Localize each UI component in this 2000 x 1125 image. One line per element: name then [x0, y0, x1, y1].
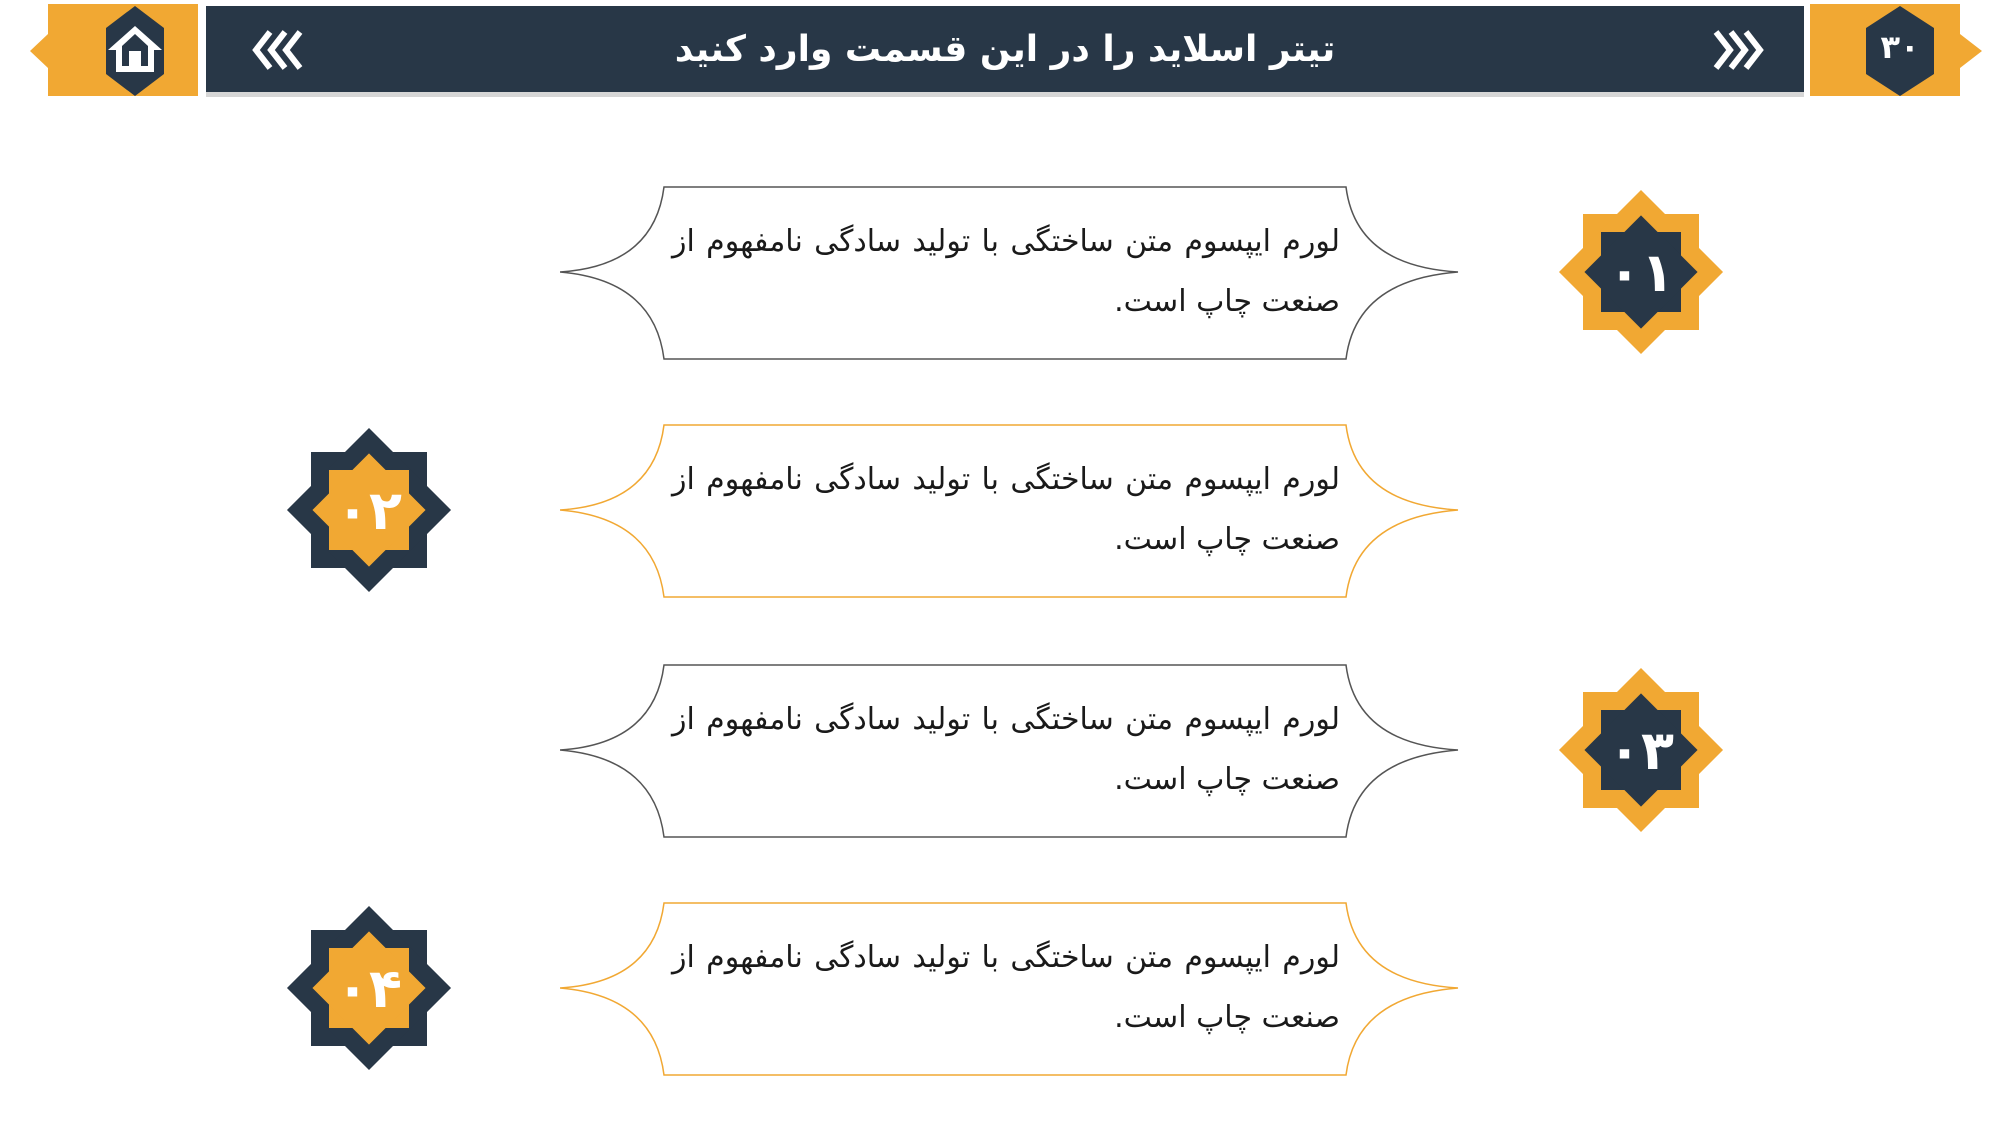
- page-number-tab: [1810, 4, 1990, 98]
- item-number: ۰۳: [1608, 718, 1674, 782]
- item-text: لورم ایپسوم متن ساختگی با تولید سادگی نامفهوم از صنعت چاپ است.: [672, 702, 1340, 797]
- home-tab[interactable]: [30, 4, 202, 98]
- text-box-4: [560, 902, 1460, 1077]
- number-badge-4: [284, 903, 454, 1073]
- page-number: ۳۰: [1880, 28, 1920, 66]
- item-number: ۰۱: [1608, 240, 1674, 304]
- item-text: لورم ایپسوم متن ساختگی با تولید سادگی نامفهوم از صنعت چاپ است.: [672, 940, 1340, 1035]
- number-badge-2: [284, 425, 454, 595]
- item-number: ۰۲: [336, 478, 402, 542]
- slide-title: تیتر اسلاید را در این قسمت وارد کنید: [674, 28, 1336, 70]
- number-badge-1: [1556, 187, 1726, 357]
- text-box-3: [560, 664, 1460, 839]
- title-bar: [206, 6, 1804, 92]
- item-number: ۰۴: [336, 956, 402, 1020]
- text-box-2: [560, 424, 1460, 599]
- item-text: لورم ایپسوم متن ساختگی با تولید سادگی نامفهوم از صنعت چاپ است.: [672, 224, 1340, 319]
- number-badge-3: [1556, 665, 1726, 835]
- chevrons-right-icon[interactable]: [1704, 28, 1764, 72]
- text-box-1: [560, 186, 1460, 361]
- item-text: لورم ایپسوم متن ساختگی با تولید سادگی نامفهوم از صنعت چاپ است.: [672, 462, 1340, 557]
